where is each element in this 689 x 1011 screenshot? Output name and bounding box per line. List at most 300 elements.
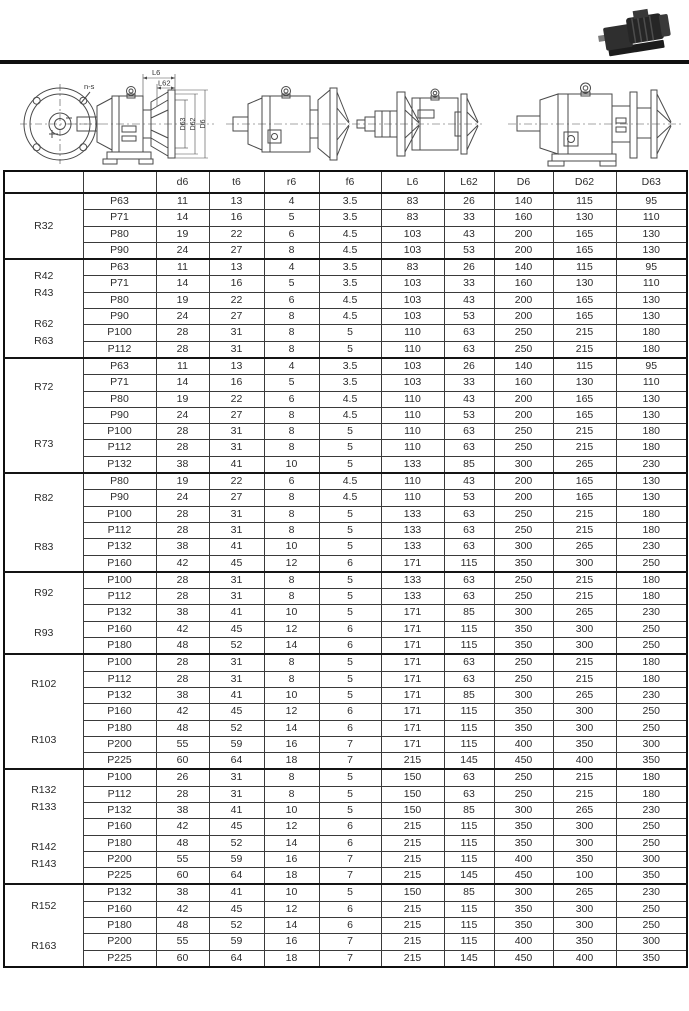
value-cell: 18 xyxy=(264,950,319,967)
group-label: R63 xyxy=(34,335,54,348)
value-cell: 10 xyxy=(264,456,319,473)
value-cell: 8 xyxy=(264,242,319,259)
column-header: D62 xyxy=(553,171,616,193)
value-cell: 43 xyxy=(444,473,494,490)
value-cell: 6 xyxy=(264,473,319,490)
value-cell: 350 xyxy=(553,934,616,950)
value-cell: 110 xyxy=(381,440,444,456)
value-cell: 8 xyxy=(264,671,319,687)
value-cell: 83 xyxy=(381,193,444,210)
value-cell: 350 xyxy=(494,918,553,934)
value-cell: 250 xyxy=(616,720,687,736)
dim-L6-label: L6 xyxy=(152,68,161,77)
value-cell: 215 xyxy=(381,934,444,950)
model-cell: P63 xyxy=(83,358,156,375)
value-cell: 5 xyxy=(319,325,381,341)
column-header: D6 xyxy=(494,171,553,193)
value-cell: 250 xyxy=(616,704,687,720)
value-cell: 165 xyxy=(553,242,616,259)
value-cell: 300 xyxy=(616,736,687,752)
column-header xyxy=(4,171,83,193)
value-cell: 215 xyxy=(553,671,616,687)
foot-flange-reducer-drawing xyxy=(508,83,684,166)
value-cell: 6 xyxy=(319,819,381,835)
value-cell: 45 xyxy=(209,704,264,720)
value-cell: 180 xyxy=(616,506,687,522)
table-row xyxy=(4,226,687,242)
table-row xyxy=(4,720,687,736)
value-cell: 5 xyxy=(319,456,381,473)
value-cell: 180 xyxy=(616,325,687,341)
value-cell: 130 xyxy=(553,210,616,226)
technical-drawings xyxy=(0,66,689,170)
value-cell: 59 xyxy=(209,736,264,752)
value-cell: 18 xyxy=(264,753,319,770)
value-cell: 250 xyxy=(616,918,687,934)
value-cell: 130 xyxy=(616,490,687,506)
value-cell: 4.5 xyxy=(319,309,381,325)
value-cell: 48 xyxy=(156,918,209,934)
value-cell: 350 xyxy=(553,851,616,867)
value-cell: 53 xyxy=(444,242,494,259)
value-cell: 300 xyxy=(553,835,616,851)
value-cell: 5 xyxy=(319,440,381,456)
value-cell: 350 xyxy=(494,720,553,736)
value-cell: 63 xyxy=(444,654,494,671)
value-cell: 19 xyxy=(156,292,209,308)
value-cell: 43 xyxy=(444,391,494,407)
value-cell: 31 xyxy=(209,769,264,786)
value-cell: 300 xyxy=(494,802,553,818)
value-cell: 250 xyxy=(616,901,687,917)
value-cell: 8 xyxy=(264,490,319,506)
value-cell: 41 xyxy=(209,456,264,473)
value-cell: 171 xyxy=(381,736,444,752)
value-cell: 165 xyxy=(553,292,616,308)
value-cell: 83 xyxy=(381,210,444,226)
value-cell: 250 xyxy=(494,654,553,671)
column-header: f6 xyxy=(319,171,381,193)
table-row xyxy=(4,456,687,473)
value-cell: 165 xyxy=(553,226,616,242)
group-label: R82 xyxy=(34,492,54,505)
value-cell: 300 xyxy=(553,901,616,917)
value-cell: 31 xyxy=(209,522,264,538)
value-cell: 350 xyxy=(494,621,553,637)
value-cell: 7 xyxy=(319,736,381,752)
table-row xyxy=(4,605,687,621)
column-header: r6 xyxy=(264,171,319,193)
model-cell: P180 xyxy=(83,720,156,736)
value-cell: 130 xyxy=(553,276,616,292)
model-cell: P132 xyxy=(83,539,156,555)
value-cell: 53 xyxy=(444,490,494,506)
table-row xyxy=(4,292,687,308)
value-cell: 10 xyxy=(264,687,319,703)
value-cell: 200 xyxy=(494,490,553,506)
value-cell: 41 xyxy=(209,605,264,621)
model-cell: P132 xyxy=(83,802,156,818)
value-cell: 42 xyxy=(156,819,209,835)
value-cell: 11 xyxy=(156,358,209,375)
value-cell: 110 xyxy=(381,407,444,423)
value-cell: 52 xyxy=(209,835,264,851)
value-cell: 265 xyxy=(553,687,616,703)
value-cell: 4.5 xyxy=(319,490,381,506)
group-label: R142 xyxy=(31,840,57,853)
value-cell: 8 xyxy=(264,506,319,522)
value-cell: 28 xyxy=(156,572,209,589)
table-row xyxy=(4,473,687,490)
value-cell: 8 xyxy=(264,407,319,423)
value-cell: 130 xyxy=(616,473,687,490)
value-cell: 215 xyxy=(553,589,616,605)
value-cell: 250 xyxy=(494,572,553,589)
value-cell: 52 xyxy=(209,918,264,934)
value-cell: 215 xyxy=(553,522,616,538)
value-cell: 4.5 xyxy=(319,226,381,242)
value-cell: 85 xyxy=(444,884,494,901)
model-cell: P112 xyxy=(83,522,156,538)
value-cell: 215 xyxy=(553,572,616,589)
value-cell: 171 xyxy=(381,704,444,720)
value-cell: 18 xyxy=(264,868,319,885)
value-cell: 150 xyxy=(381,884,444,901)
value-cell: 3.5 xyxy=(319,358,381,375)
value-cell: 5 xyxy=(319,671,381,687)
value-cell: 250 xyxy=(494,440,553,456)
value-cell: 130 xyxy=(616,226,687,242)
value-cell: 10 xyxy=(264,884,319,901)
value-cell: 10 xyxy=(264,802,319,818)
value-cell: 250 xyxy=(494,522,553,538)
model-cell: P132 xyxy=(83,605,156,621)
value-cell: 28 xyxy=(156,325,209,341)
value-cell: 145 xyxy=(444,868,494,885)
value-cell: 180 xyxy=(616,522,687,538)
model-cell: P160 xyxy=(83,819,156,835)
value-cell: 165 xyxy=(553,391,616,407)
group-label: R133 xyxy=(31,801,57,814)
model-cell: P71 xyxy=(83,276,156,292)
value-cell: 171 xyxy=(381,720,444,736)
value-cell: 3.5 xyxy=(319,375,381,391)
value-cell: 215 xyxy=(553,440,616,456)
value-cell: 450 xyxy=(494,753,553,770)
value-cell: 110 xyxy=(616,210,687,226)
table-row xyxy=(4,884,687,901)
value-cell: 27 xyxy=(209,242,264,259)
value-cell: 26 xyxy=(444,193,494,210)
model-cell: P90 xyxy=(83,407,156,423)
value-cell: 8 xyxy=(264,440,319,456)
value-cell: 14 xyxy=(264,918,319,934)
value-cell: 171 xyxy=(381,671,444,687)
value-cell: 22 xyxy=(209,473,264,490)
value-cell: 52 xyxy=(209,638,264,655)
value-cell: 31 xyxy=(209,572,264,589)
value-cell: 171 xyxy=(381,638,444,655)
table-row xyxy=(4,276,687,292)
model-cell: P200 xyxy=(83,934,156,950)
value-cell: 145 xyxy=(444,753,494,770)
model-cell: P112 xyxy=(83,786,156,802)
gearmotor-photo xyxy=(598,5,686,59)
model-cell: P90 xyxy=(83,309,156,325)
value-cell: 6 xyxy=(319,901,381,917)
value-cell: 115 xyxy=(444,720,494,736)
value-cell: 85 xyxy=(444,456,494,473)
table-row xyxy=(4,687,687,703)
model-cell: P71 xyxy=(83,210,156,226)
value-cell: 300 xyxy=(553,621,616,637)
value-cell: 60 xyxy=(156,950,209,967)
value-cell: 59 xyxy=(209,934,264,950)
value-cell: 180 xyxy=(616,671,687,687)
value-cell: 250 xyxy=(616,835,687,851)
value-cell: 400 xyxy=(553,950,616,967)
group-label: R132 xyxy=(31,784,57,797)
value-cell: 6 xyxy=(319,621,381,637)
value-cell: 230 xyxy=(616,605,687,621)
value-cell: 8 xyxy=(264,572,319,589)
value-cell: 215 xyxy=(381,901,444,917)
value-cell: 19 xyxy=(156,226,209,242)
value-cell: 31 xyxy=(209,341,264,358)
dim-D6-label: D6 xyxy=(200,119,207,129)
value-cell: 63 xyxy=(444,769,494,786)
value-cell: 45 xyxy=(209,819,264,835)
value-cell: 28 xyxy=(156,671,209,687)
value-cell: 28 xyxy=(156,786,209,802)
value-cell: 14 xyxy=(264,835,319,851)
dimensions-table xyxy=(3,170,688,968)
group-label: R32 xyxy=(34,220,54,233)
value-cell: 250 xyxy=(494,506,553,522)
value-cell: 5 xyxy=(319,769,381,786)
value-cell: 250 xyxy=(494,671,553,687)
column-header xyxy=(83,171,156,193)
value-cell: 350 xyxy=(553,736,616,752)
group-label: R73 xyxy=(34,437,54,450)
model-cell: P132 xyxy=(83,687,156,703)
value-cell: 250 xyxy=(494,325,553,341)
value-cell: 140 xyxy=(494,358,553,375)
value-cell: 85 xyxy=(444,687,494,703)
value-cell: 4 xyxy=(264,193,319,210)
shaft-flange-unit-drawing xyxy=(352,89,482,156)
value-cell: 150 xyxy=(381,769,444,786)
table-row xyxy=(4,210,687,226)
table-row xyxy=(4,375,687,391)
group-label: R163 xyxy=(31,939,57,952)
value-cell: 8 xyxy=(264,769,319,786)
value-cell: 5 xyxy=(319,522,381,538)
value-cell: 6 xyxy=(264,226,319,242)
value-cell: 350 xyxy=(494,555,553,572)
value-cell: 200 xyxy=(494,473,553,490)
value-cell: 110 xyxy=(381,341,444,358)
value-cell: 10 xyxy=(264,605,319,621)
value-cell: 133 xyxy=(381,456,444,473)
group-label: R43 xyxy=(34,286,54,299)
value-cell: 22 xyxy=(209,391,264,407)
value-cell: 28 xyxy=(156,506,209,522)
table-row xyxy=(4,736,687,752)
value-cell: 250 xyxy=(494,341,553,358)
group-label: R92 xyxy=(34,586,54,599)
value-cell: 130 xyxy=(616,309,687,325)
value-cell: 171 xyxy=(381,555,444,572)
value-cell: 42 xyxy=(156,901,209,917)
value-cell: 38 xyxy=(156,687,209,703)
model-cell: P112 xyxy=(83,589,156,605)
value-cell: 63 xyxy=(444,341,494,358)
value-cell: 180 xyxy=(616,654,687,671)
value-cell: 400 xyxy=(494,934,553,950)
value-cell: 5 xyxy=(319,589,381,605)
value-cell: 10 xyxy=(264,539,319,555)
value-cell: 300 xyxy=(553,704,616,720)
value-cell: 350 xyxy=(494,901,553,917)
model-cell: P160 xyxy=(83,901,156,917)
value-cell: 12 xyxy=(264,621,319,637)
value-cell: 26 xyxy=(444,259,494,276)
value-cell: 171 xyxy=(381,654,444,671)
value-cell: 55 xyxy=(156,934,209,950)
value-cell: 41 xyxy=(209,539,264,555)
value-cell: 133 xyxy=(381,506,444,522)
value-cell: 100 xyxy=(553,868,616,885)
value-cell: 38 xyxy=(156,605,209,621)
value-cell: 8 xyxy=(264,654,319,671)
model-cell: P225 xyxy=(83,868,156,885)
group-label-cell xyxy=(4,473,83,572)
value-cell: 7 xyxy=(319,868,381,885)
value-cell: 13 xyxy=(209,193,264,210)
model-cell: P80 xyxy=(83,226,156,242)
model-cell: P100 xyxy=(83,325,156,341)
group-label-cell xyxy=(4,193,83,259)
model-cell: P100 xyxy=(83,769,156,786)
value-cell: 171 xyxy=(381,605,444,621)
value-cell: 103 xyxy=(381,292,444,308)
value-cell: 5 xyxy=(319,884,381,901)
model-cell: P160 xyxy=(83,704,156,720)
table-row xyxy=(4,819,687,835)
model-cell: P180 xyxy=(83,918,156,934)
value-cell: 16 xyxy=(264,934,319,950)
value-cell: 110 xyxy=(381,424,444,440)
group-label-cell xyxy=(4,769,83,884)
table-row xyxy=(4,934,687,950)
group-label: R143 xyxy=(31,857,57,870)
value-cell: 230 xyxy=(616,456,687,473)
value-cell: 4.5 xyxy=(319,391,381,407)
table-row xyxy=(4,424,687,440)
value-cell: 5 xyxy=(264,375,319,391)
value-cell: 300 xyxy=(494,884,553,901)
value-cell: 5 xyxy=(319,605,381,621)
value-cell: 14 xyxy=(156,210,209,226)
value-cell: 53 xyxy=(444,407,494,423)
model-cell: P100 xyxy=(83,572,156,589)
group-label: R72 xyxy=(34,381,54,394)
value-cell: 8 xyxy=(264,325,319,341)
value-cell: 31 xyxy=(209,506,264,522)
value-cell: 12 xyxy=(264,555,319,572)
value-cell: 3.5 xyxy=(319,259,381,276)
group-label: R152 xyxy=(31,899,57,912)
value-cell: 4.5 xyxy=(319,292,381,308)
column-header: L6 xyxy=(381,171,444,193)
value-cell: 27 xyxy=(209,309,264,325)
value-cell: 130 xyxy=(616,391,687,407)
group-label: R102 xyxy=(31,677,57,690)
value-cell: 103 xyxy=(381,309,444,325)
value-cell: 350 xyxy=(494,819,553,835)
model-cell: P180 xyxy=(83,835,156,851)
value-cell: 230 xyxy=(616,539,687,555)
value-cell: 38 xyxy=(156,802,209,818)
value-cell: 110 xyxy=(381,391,444,407)
value-cell: 6 xyxy=(264,391,319,407)
value-cell: 115 xyxy=(444,835,494,851)
group-label-cell xyxy=(4,358,83,473)
model-cell: P90 xyxy=(83,242,156,259)
value-cell: 24 xyxy=(156,242,209,259)
value-cell: 300 xyxy=(553,918,616,934)
value-cell: 215 xyxy=(381,835,444,851)
value-cell: 16 xyxy=(209,375,264,391)
value-cell: 26 xyxy=(444,358,494,375)
value-cell: 42 xyxy=(156,621,209,637)
value-cell: 5 xyxy=(264,210,319,226)
value-cell: 140 xyxy=(494,259,553,276)
value-cell: 64 xyxy=(209,950,264,967)
value-cell: 171 xyxy=(381,687,444,703)
table-row xyxy=(4,654,687,671)
value-cell: 230 xyxy=(616,802,687,818)
value-cell: 63 xyxy=(444,424,494,440)
value-cell: 5 xyxy=(319,341,381,358)
value-cell: 38 xyxy=(156,539,209,555)
value-cell: 63 xyxy=(444,589,494,605)
value-cell: 115 xyxy=(444,621,494,637)
value-cell: 48 xyxy=(156,638,209,655)
column-header: d6 xyxy=(156,171,209,193)
model-cell: P132 xyxy=(83,884,156,901)
value-cell: 180 xyxy=(616,769,687,786)
value-cell: 115 xyxy=(444,819,494,835)
value-cell: 5 xyxy=(264,276,319,292)
value-cell: 5 xyxy=(319,424,381,440)
table-row xyxy=(4,490,687,506)
model-cell: P112 xyxy=(83,440,156,456)
value-cell: 43 xyxy=(444,226,494,242)
value-cell: 133 xyxy=(381,522,444,538)
value-cell: 300 xyxy=(494,539,553,555)
value-cell: 180 xyxy=(616,440,687,456)
value-cell: 265 xyxy=(553,802,616,818)
value-cell: 350 xyxy=(494,638,553,655)
table-row xyxy=(4,786,687,802)
group-label-cell xyxy=(4,259,83,358)
value-cell: 24 xyxy=(156,490,209,506)
value-cell: 450 xyxy=(494,950,553,967)
value-cell: 103 xyxy=(381,242,444,259)
table-row xyxy=(4,918,687,934)
